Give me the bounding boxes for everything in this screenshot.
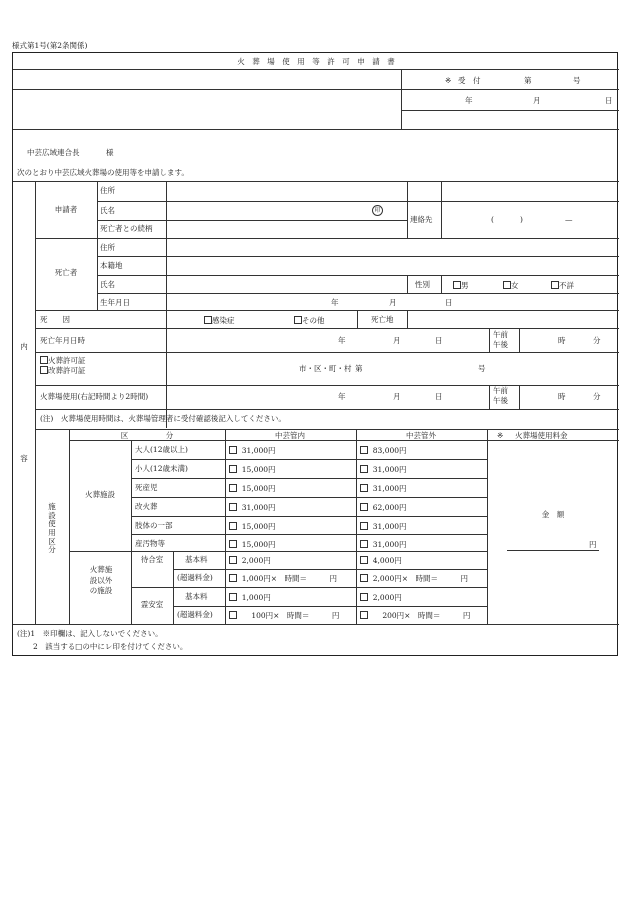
cremation-row-label: 小人(12歳未満): [135, 464, 188, 473]
applicant-relation-label: 死亡者との続柄: [100, 224, 153, 233]
form-id: 様式第1号(第2条関係): [12, 41, 88, 50]
morgue-basic-label: 基本料: [185, 592, 208, 601]
use-day: 日: [435, 392, 443, 401]
waiting-excess-inside[interactable]: 1,000円× 時間＝ 円: [229, 574, 337, 583]
cremation-fee-outside[interactable]: 31,000円: [360, 465, 407, 474]
death-year: 年: [338, 336, 346, 345]
deceased-label: 死亡者: [54, 268, 78, 277]
permit-city: 市・区・町・村: [299, 364, 352, 373]
checkbox-icon[interactable]: [294, 316, 302, 324]
header-fee: 火葬場使用料金: [515, 431, 568, 440]
checkbox-icon[interactable]: [360, 540, 368, 548]
checkbox-icon[interactable]: [360, 465, 368, 473]
use-hour: 時: [558, 392, 566, 401]
cause-other-option[interactable]: その他: [294, 316, 325, 325]
cremation-fee-inside[interactable]: 15,000円: [229, 484, 276, 493]
cremation-fee-inside[interactable]: 31,000円: [229, 503, 276, 512]
checkbox-icon[interactable]: [229, 503, 237, 511]
addressee-name: 中芸広域連合長: [27, 148, 80, 157]
checkbox-icon[interactable]: [360, 593, 368, 601]
cremation-fee-inside[interactable]: 15,000円: [229, 540, 276, 549]
morgue-label: 霊安室: [140, 600, 164, 609]
checkbox-icon[interactable]: [503, 281, 511, 289]
application-form: [12, 52, 618, 656]
contact-label: 連絡先: [410, 215, 433, 224]
receipt-month: 月: [533, 96, 541, 105]
use-time-label: 火葬場使用(右記時間より2時間): [40, 392, 149, 401]
applicant-name-label: 氏名: [100, 206, 115, 215]
death-month: 月: [393, 336, 401, 345]
use-year: 年: [338, 392, 346, 401]
checkbox-icon[interactable]: [453, 281, 461, 289]
checkbox-icon[interactable]: [204, 316, 212, 324]
sex-label: 性別: [415, 280, 430, 289]
checkbox-icon[interactable]: [360, 574, 368, 582]
checkbox-icon[interactable]: [551, 281, 559, 289]
waiting-room-label: 待合室: [140, 555, 164, 564]
permit-dai: 第: [355, 364, 363, 373]
death-ampm: 午前 午後: [493, 330, 508, 350]
checkbox-icon[interactable]: [360, 556, 368, 564]
use-month: 月: [393, 392, 401, 401]
amount-label: 金 額: [541, 510, 565, 519]
checkbox-icon[interactable]: [360, 503, 368, 511]
checkbox-icon[interactable]: [40, 366, 48, 374]
cremation-row-label: 大人(12歳以上): [135, 445, 188, 454]
checkbox-icon[interactable]: [229, 593, 237, 601]
side-label-top: 内: [20, 342, 28, 351]
cremation-row-label: 死産児: [135, 483, 158, 492]
usage-note: (注) 火葬場使用時間は、火葬場管理者に受付確認後記入してください。: [40, 414, 286, 423]
checkbox-icon[interactable]: [229, 465, 237, 473]
birth-label: 生年月日: [100, 298, 130, 307]
morgue-basic-outside[interactable]: 2,000円: [360, 593, 402, 602]
checkbox-icon[interactable]: [229, 484, 237, 492]
applicant-address-label: 住所: [100, 186, 115, 195]
sex-female-option[interactable]: 女: [503, 281, 519, 290]
deceased-name-label: 氏名: [100, 280, 115, 289]
seal-mark: [372, 205, 383, 216]
receipt-go: 号: [573, 76, 581, 85]
checkbox-icon[interactable]: [360, 446, 368, 454]
death-day: 日: [435, 336, 443, 345]
sex-male-option[interactable]: 男: [453, 281, 469, 290]
waiting-basic-label: 基本料: [185, 555, 208, 564]
morgue-basic-inside[interactable]: 1,000円: [229, 593, 271, 602]
addressee-honorific: 様: [106, 148, 114, 157]
birth-year: 年: [331, 298, 339, 307]
permit-cremation-option[interactable]: 火葬許可証: [40, 356, 86, 366]
note-2: 2 該当する□の中にレ印を付けてください。: [33, 642, 188, 651]
deceased-domicile-label: 本籍地: [100, 261, 123, 270]
waiting-basic-inside[interactable]: 2,000円: [229, 556, 271, 565]
waiting-excess-outside[interactable]: 2,000円× 時間＝ 円: [360, 574, 468, 583]
header-fee-mark: ※: [497, 431, 504, 440]
section-label: 施設使用区分: [48, 502, 56, 555]
checkbox-icon[interactable]: [229, 574, 237, 582]
permit-reburial-option[interactable]: 改葬許可証: [40, 366, 86, 376]
cremation-fee-inside[interactable]: 15,000円: [229, 465, 276, 474]
checkbox-icon[interactable]: [40, 356, 48, 364]
birth-month: 月: [389, 298, 397, 307]
deceased-address-label: 住所: [100, 243, 115, 252]
header-inside: 中芸管内: [275, 431, 305, 440]
morgue-excess-label: (超過料金): [177, 610, 213, 619]
other-group-label: 火葬施設以外の施設: [89, 565, 113, 595]
cremation-fee-outside[interactable]: 31,000円: [360, 522, 407, 531]
form-title: 火 葬 場 使 用 等 許 可 申 請 書: [237, 57, 395, 66]
permit-go: 号: [478, 364, 486, 373]
checkbox-icon[interactable]: [360, 484, 368, 492]
header-outside: 中芸管外: [406, 431, 436, 440]
death-place-label: 死亡地: [371, 315, 394, 324]
cremation-fee-inside[interactable]: 15,000円: [229, 522, 276, 531]
checkbox-icon[interactable]: [229, 540, 237, 548]
permit-options: [40, 356, 86, 376]
receipt-year: 年: [465, 96, 473, 105]
seal-icon: 印: [372, 205, 383, 216]
checkbox-icon[interactable]: [229, 446, 237, 454]
checkbox-icon[interactable]: [229, 556, 237, 564]
applicant-label: 申請者: [54, 205, 78, 214]
death-datetime-label: 死亡年月日時: [40, 336, 85, 345]
receipt-label: 受 付: [458, 76, 481, 85]
intro-text: 次のとおり中芸広域火葬場の使用等を申請します。: [17, 168, 189, 177]
use-minute: 分: [593, 392, 601, 401]
sex-unknown-option[interactable]: 不詳: [551, 281, 574, 290]
checkbox-icon[interactable]: [229, 611, 237, 619]
cremation-fee-outside[interactable]: 83,000円: [360, 446, 407, 455]
cremation-row-label: 改火葬: [135, 502, 158, 511]
birth-day: 日: [445, 298, 453, 307]
cremation-row-label: 産汚物等: [135, 539, 165, 548]
cremation-row-label: 肢体の一部: [135, 521, 173, 530]
receipt-day: 日: [605, 96, 613, 105]
header-category: 区 分: [120, 431, 174, 440]
cause-label: 死 因: [40, 315, 70, 324]
checkbox-icon[interactable]: [360, 611, 368, 619]
cause-infectious-option[interactable]: 感染症: [204, 316, 235, 325]
receipt-mark: ※: [445, 76, 452, 85]
morgue-excess-outside[interactable]: 200円× 時間＝ 円: [360, 611, 470, 620]
contact-dash: —: [565, 215, 573, 224]
cremation-fee-inside[interactable]: 31,000円: [229, 446, 276, 455]
cremation-group-label: 火葬施設: [85, 490, 115, 499]
morgue-excess-inside[interactable]: 100円× 時間＝ 円: [229, 611, 339, 620]
waiting-excess-label: (超過料金): [177, 573, 213, 582]
waiting-basic-outside[interactable]: 4,000円: [360, 556, 402, 565]
contact-paren-close: ): [520, 215, 523, 224]
cremation-fee-outside[interactable]: 62,000円: [360, 503, 407, 512]
use-ampm: 午前 午後: [493, 386, 508, 406]
cremation-fee-outside[interactable]: 31,000円: [360, 540, 407, 549]
contact-paren-open: (: [491, 215, 494, 224]
checkbox-icon[interactable]: [360, 522, 368, 530]
receipt-dai: 第: [524, 76, 532, 85]
checkbox-icon[interactable]: [229, 522, 237, 530]
note-1: (注)1 ※印欄は、記入しないでください。: [17, 629, 163, 638]
cremation-fee-outside[interactable]: 31,000円: [360, 484, 407, 493]
death-hour: 時: [558, 336, 566, 345]
side-label-bottom: 容: [20, 454, 28, 463]
amount-yen: 円: [589, 540, 597, 549]
death-minute: 分: [593, 336, 601, 345]
